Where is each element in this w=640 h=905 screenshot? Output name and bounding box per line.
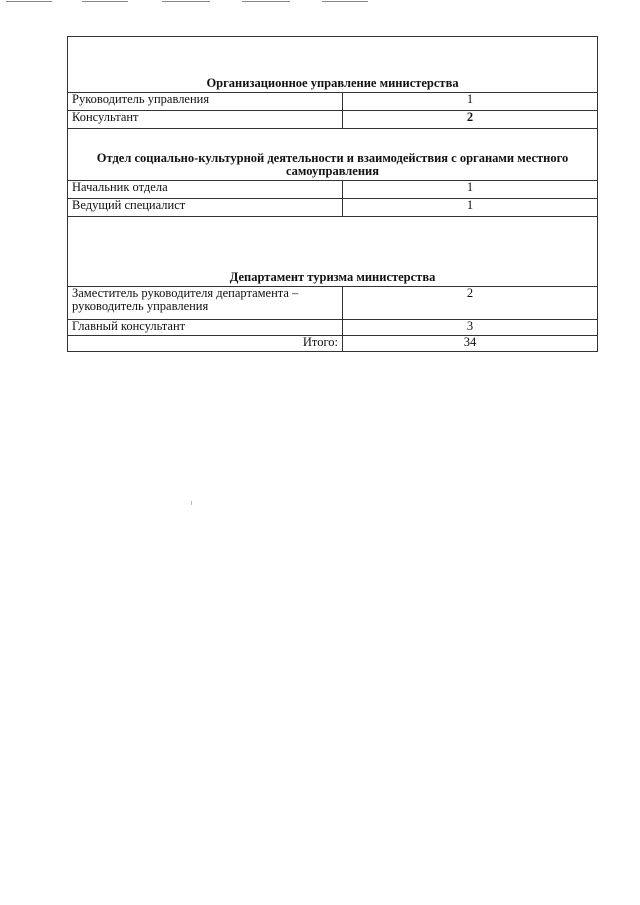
department-header-row [68,217,598,287]
department-title: Отдел социально-культурной деятельности и взаимодействия с органами местного самоуправления [68,129,598,181]
total-row [68,336,598,352]
position-name: Руководитель управления [68,93,343,111]
position-name: Начальник отдела [68,181,343,199]
position-count: 1 [343,181,598,199]
table-row [68,287,598,320]
scan-speck [191,501,192,505]
position-count: 1 [343,199,598,217]
department-title: Организационное управление министерства [68,37,598,93]
position-count: 1 [343,93,598,111]
table-row [68,181,598,199]
total-label: Итого: [68,336,343,352]
position-name: Главный консультант [68,320,343,336]
table-row [68,111,598,129]
position-count: 2 [343,287,598,320]
department-title: Департамент туризма министерства [68,217,598,287]
table-row [68,320,598,336]
department-header-row [68,37,598,93]
position-name: Консультант [68,111,343,129]
position-count: 3 [343,320,598,336]
position-name: Ведущий специалист [68,199,343,217]
position-name: Заместитель руководителя департамента – руководитель управления [68,287,343,320]
department-header-row [68,129,598,181]
scan-top-edge-marks [0,0,640,4]
table-row [68,93,598,111]
table-row [68,199,598,217]
total-value: 34 [343,336,598,352]
position-count: 2 [343,111,598,129]
staff-table [67,36,598,352]
